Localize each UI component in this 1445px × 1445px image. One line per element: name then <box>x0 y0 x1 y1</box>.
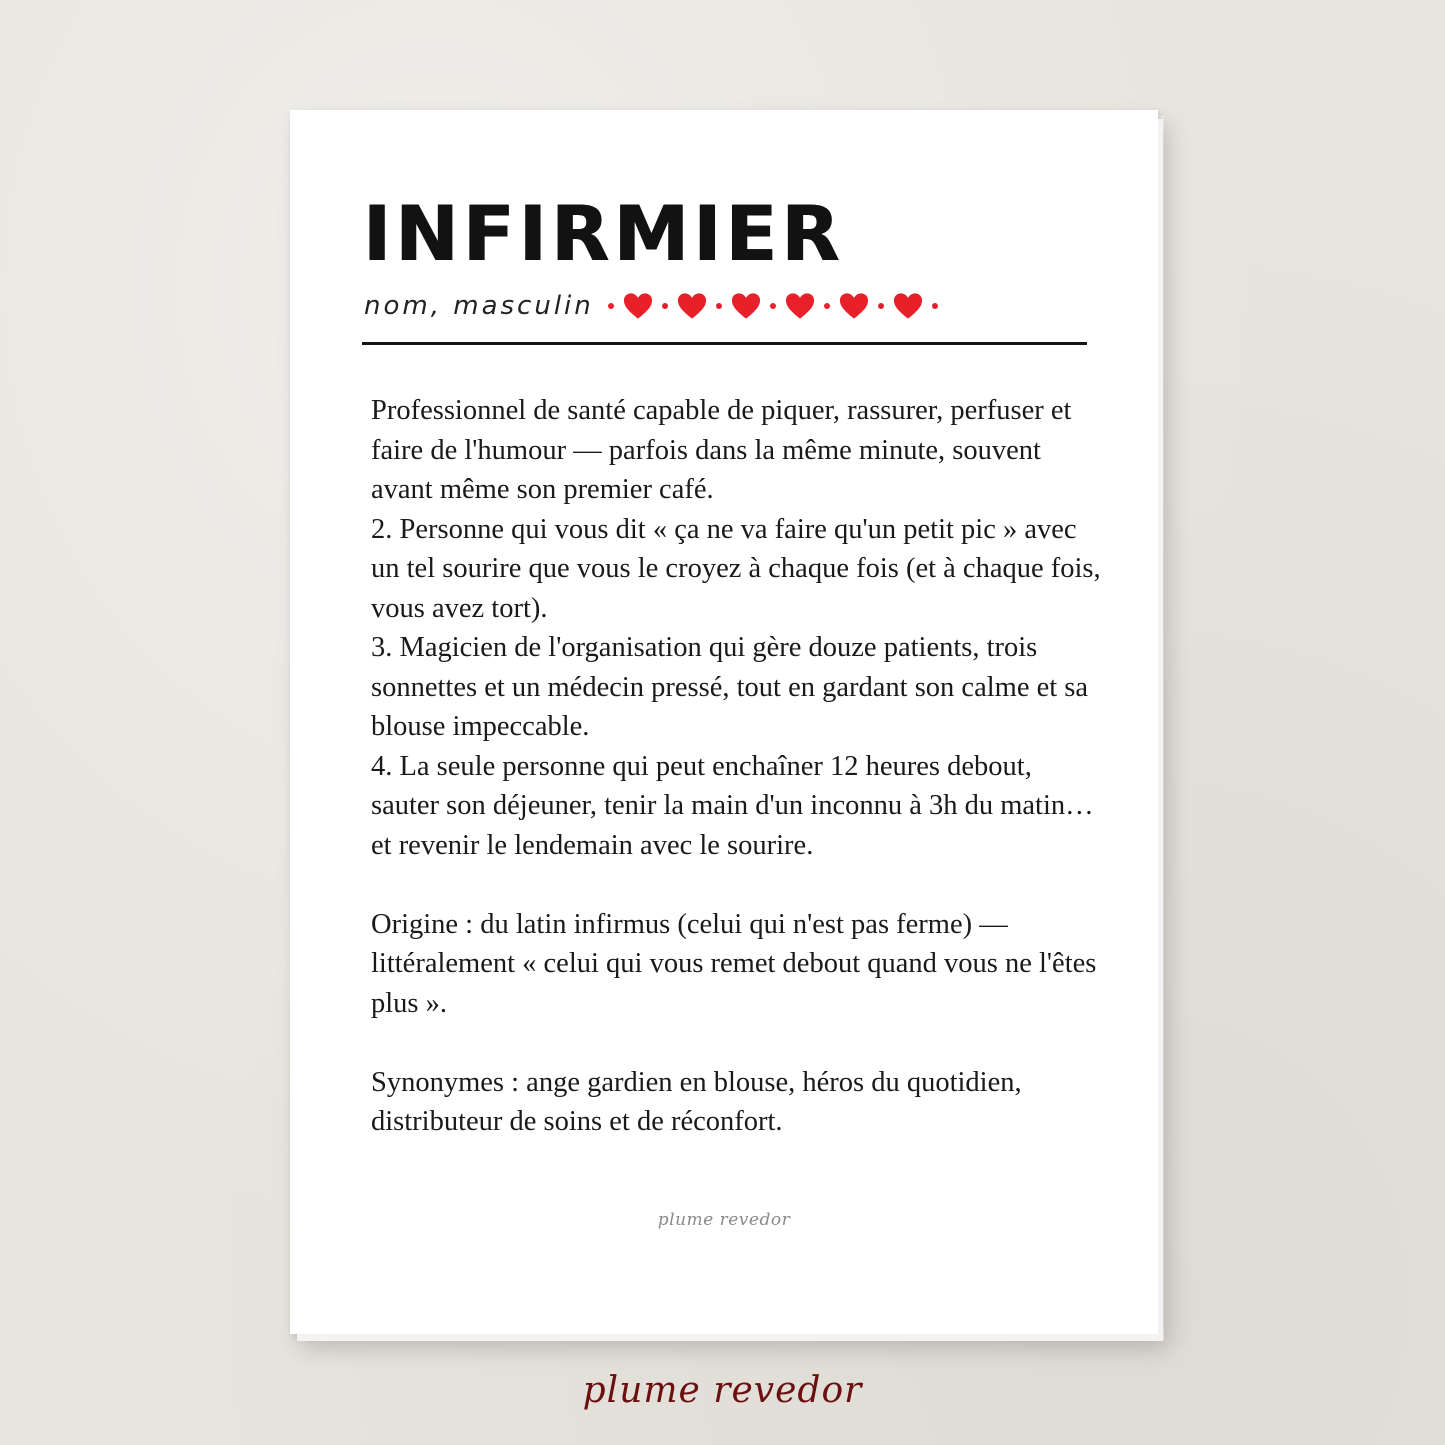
brand-signature: plume revedor <box>582 1370 863 1411</box>
origin-text: Origine : du latin infirmus (celui qui n'est pas ferme) — littéralement « celui qui vous remet debout quand vous ne l'êtes plus ». <box>371 908 1097 1019</box>
definition-2: 2. Personne qui vous dit « ça ne va faire qu'un petit pic » avec un tel sourire que vous le croyez à chaque fois (et à chaque fois, vous avez tort). <box>371 513 1101 624</box>
definition-4: 4. La seule personne qui peut enchaîner 12 heures debout, sauter son déjeuner, tenir la main d'un inconnu à 3h du matin… et revenir le lendemain avec le sourire. <box>371 750 1094 861</box>
word-title: INFIRMIER <box>363 189 844 278</box>
card-signature: plume revedor <box>657 1210 791 1230</box>
heart-icon <box>785 292 815 320</box>
dot-icon <box>716 303 722 309</box>
spacer <box>371 1023 1101 1063</box>
card-edge <box>1158 116 1164 1340</box>
dot-icon <box>824 303 830 309</box>
heart-icon <box>677 292 707 320</box>
dot-icon <box>878 303 884 309</box>
part-of-speech: nom, masculin <box>364 291 594 321</box>
title-divider <box>362 342 1087 345</box>
heart-icon <box>839 292 869 320</box>
spacer <box>371 865 1101 905</box>
dot-icon <box>932 303 938 309</box>
definition-card <box>290 110 1158 1334</box>
dot-icon <box>608 303 614 309</box>
dot-icon <box>662 303 668 309</box>
heart-icon <box>731 292 761 320</box>
hearts-divider <box>608 292 938 320</box>
definition-1: Professionnel de santé capable de piquer, rassurer, perfuser et faire de l'humour — parfois dans la même minute, souvent avant même son premier café. <box>371 395 1072 505</box>
synonyms-text: Synonymes : ange gardien en blouse, héros du quotidien, distributeur de soins et de réconfort. <box>371 1066 1022 1137</box>
heart-icon <box>623 292 653 320</box>
dot-icon <box>770 303 776 309</box>
word-meta <box>364 286 938 326</box>
heart-icon <box>893 292 923 320</box>
definition-3: 3. Magicien de l'organisation qui gère douze patients, trois sonnettes et un médecin pressé, tout en gardant son calme et sa blouse impeccable. <box>371 632 1089 742</box>
definition-body <box>371 391 1101 1142</box>
